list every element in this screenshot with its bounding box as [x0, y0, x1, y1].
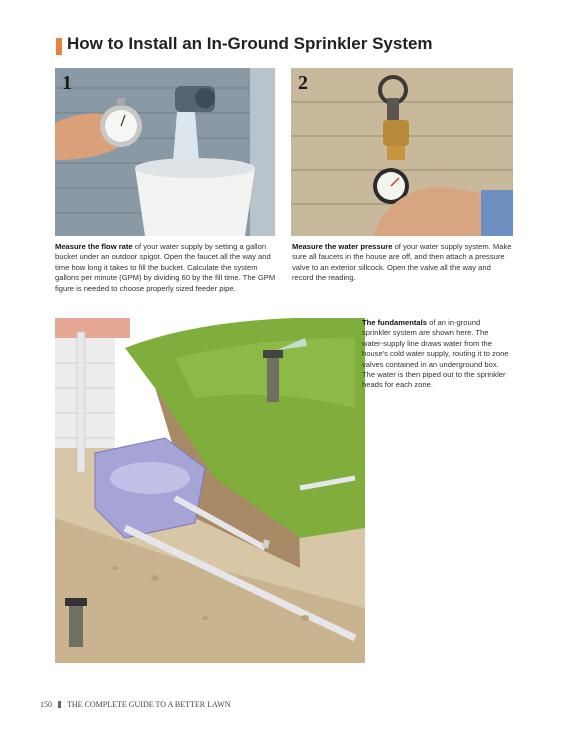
caption-fundamentals-text: of an in-ground sprinkler system are shown here. The water-supply line draws water from the house's cold water supply, routing it to zone valves contained in an underground box. The water is then piped out to the sprinkler heads for each zone.: [362, 318, 509, 390]
caption-flow-rate-heading: Measure the flow rate: [55, 242, 133, 251]
title-accent-bar: [56, 38, 62, 55]
caption-fundamentals: [362, 318, 510, 391]
footer-separator: [58, 701, 61, 708]
page-title: How to Install an In-Ground Sprinkler System: [67, 34, 433, 53]
caption-water-pressure-heading: Measure the water pressure: [292, 242, 393, 251]
page-number: 150: [40, 700, 52, 709]
book-title: THE COMPLETE GUIDE TO A BETTER LAWN: [67, 700, 231, 709]
sprinkler-system-illustration: [55, 318, 365, 663]
caption-water-pressure: [292, 242, 514, 284]
step-number-2: 2: [298, 72, 308, 94]
step-number-1: 1: [62, 72, 72, 94]
photo-water-pressure: [291, 68, 513, 236]
caption-fundamentals-heading: The fundamentals: [362, 318, 427, 327]
caption-flow-rate-text: of your water supply by setting a gallon bucket under an outdoor spigot. Open the faucet all the way and time how long it takes to fill the bucket. Calculate the system gallons per minute (GPM) by dividing 60 by the fill time. The GPM figure is needed to choose properly sized feeder pipe.: [55, 242, 276, 293]
caption-water-pressure-text: of your water supply system. Make sure all faucets in the house are off, and then attach a pressure valve to an exterior sillcock. Open the valve all the way and record the reading.: [292, 242, 512, 283]
page-footer: [40, 700, 231, 709]
caption-flow-rate: [55, 242, 277, 294]
photo-flow-rate: [55, 68, 275, 236]
